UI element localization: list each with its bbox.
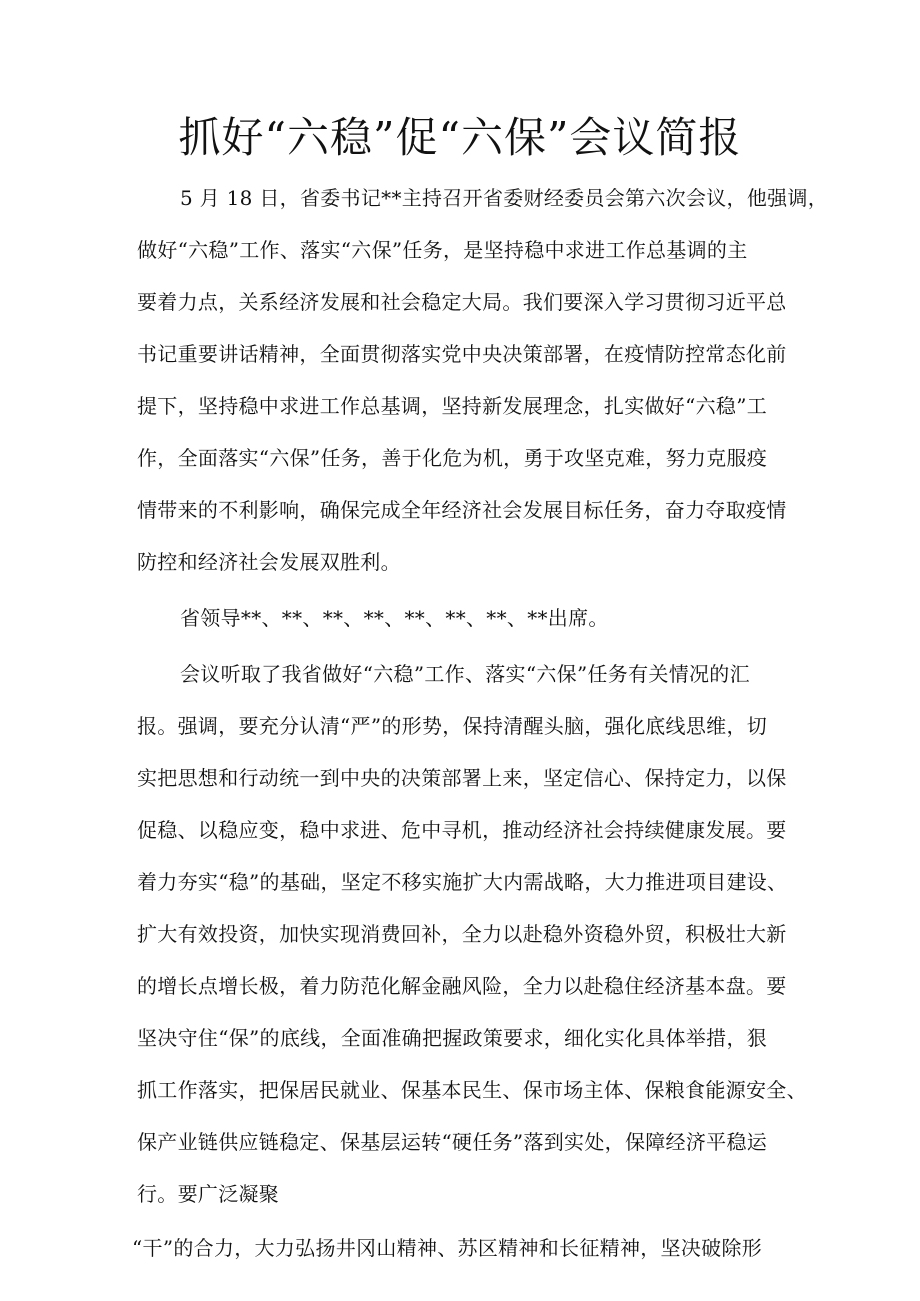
paragraph-line: “干”的合力，大力弘扬井冈山精神、苏区精神和长征精神，坚决破除形	[132, 1236, 763, 1260]
paragraph-line: 促稳、以稳应变，稳中求进、危中寻机，推动经济社会持续健康发展。要	[137, 818, 787, 842]
paragraph-line: 着力夯实“稳”的基础，坚定不移实施扩大内需战略，大力推进项目建设、	[137, 870, 788, 894]
paragraph-line: 扩大有效投资，加快实现消费回补，全力以赴稳外资稳外贸，积极壮大新	[137, 922, 787, 946]
paragraph-line: 提下，坚持稳中求进工作总基调，坚持新发展理念，扎实做好“六稳”工	[137, 394, 768, 418]
paragraph-line: 保产业链供应链稳定、保基层运转“硬任务”落到实处，保障经济平稳运	[137, 1130, 768, 1154]
paragraph-line: 要着力点，关系经济发展和社会稳定大局。我们要深入学习贯彻习近平总	[137, 290, 787, 314]
paragraph-line: 抓工作落实，把保居民就业、保基本民生、保市场主体、保粮食能源安全、	[137, 1078, 807, 1102]
paragraph-line: 5 月 18 日，省委书记**主持召开省委财经委员会第六次会议，他强调，	[180, 186, 829, 210]
paragraph-line: 报。强调，要充分认清“严”的形势，保持清醒头脑，强化底线思维，切	[137, 714, 768, 738]
paragraph-line: 会议听取了我省做好“六稳”工作、落实“六保”任务有关情况的汇	[180, 662, 750, 686]
document-title: 抓好“六稳”促“六保”会议简报	[178, 113, 742, 162]
paragraph-line: 书记重要讲话精神，全面贯彻落实党中央决策部署，在疫情防控常态化前	[137, 342, 787, 366]
paragraph-line: 坚决守住“保”的底线，全面准确把握政策要求，细化实化具体举措，狠	[137, 1026, 768, 1050]
paragraph-line: 做好“六稳”工作、落实“六保”任务，是坚持稳中求进工作总基调的主	[137, 238, 748, 262]
paragraph-line: 实把思想和行动统一到中央的决策部署上来，坚定信心、保持定力，以保	[137, 766, 787, 790]
paragraph-line: 行。要广泛凝聚	[137, 1182, 280, 1206]
paragraph-line: 作，全面落实“六保”任务，善于化危为机，勇于攻坚克难，努力克服疫	[137, 446, 768, 470]
paragraph-line: 省领导**、**、**、**、**、**、**、**出席。	[180, 606, 609, 630]
paragraph-line: 情带来的不利影响，确保完成全年经济社会发展目标任务，奋力夺取疫情	[137, 498, 787, 522]
paragraph-line: 防控和经济社会发展双胜利。	[137, 550, 401, 574]
paragraph-line: 的增长点增长极，着力防范化解金融风险，全力以赴稳住经济基本盘。要	[137, 974, 787, 998]
